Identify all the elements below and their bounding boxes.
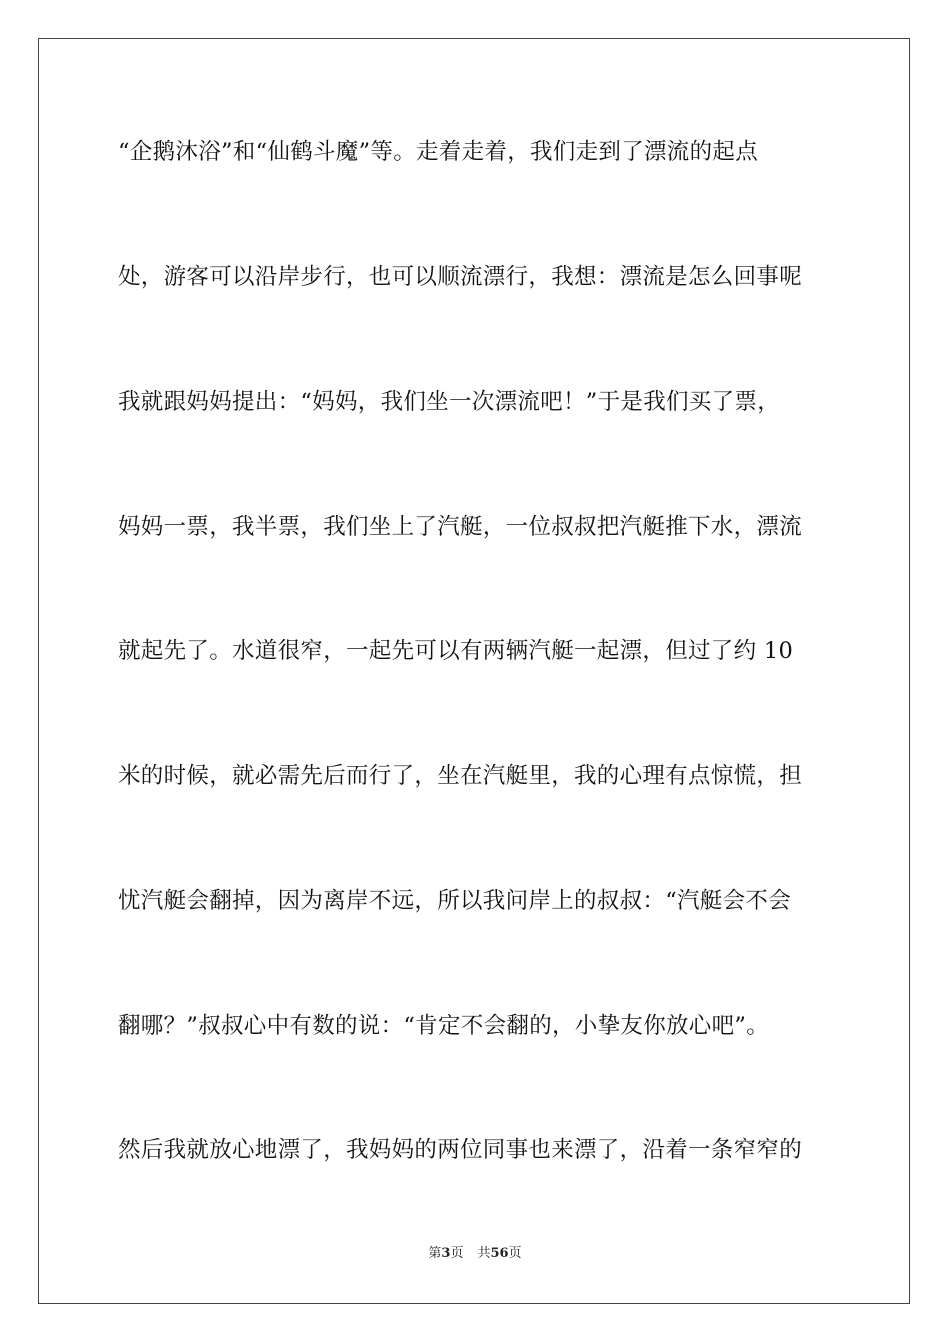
body-text-line-7: 忧汽艇会翻掉，因为离岸不远，所以我问岸上的叔叔：“汽艇会不会 xyxy=(118,888,792,914)
page-number: 3 xyxy=(441,1246,451,1261)
page-footer xyxy=(0,1245,950,1263)
body-text-line-6: 米的时候，就必需先后而行了，坐在汽艇里，我的心理有点惊慌，担 xyxy=(118,763,803,789)
page-suffix: 页 xyxy=(450,1246,464,1261)
body-text-line-5: 就起先了。水道很窄，一起先可以有两辆汽艇一起漂，但过了约 10 xyxy=(118,638,794,664)
total-prefix: 共 xyxy=(477,1246,491,1261)
page-border xyxy=(38,38,910,1304)
body-text-line-9: 然后我就放心地漂了，我妈妈的两位同事也来漂了，沿着一条窄窄的 xyxy=(118,1137,803,1163)
body-text-line-2: 处，游客可以沿岸步行，也可以顺流漂行，我想：漂流是怎么回事呢 xyxy=(118,264,803,290)
body-text-line-1: “企鹅沐浴”和“仙鹤斗魔”等。走着走着，我们走到了漂流的起点 xyxy=(118,139,759,165)
total-suffix: 页 xyxy=(508,1246,522,1261)
body-text-line-8: 翻哪？”叔叔心中有数的说：“肯定不会翻的，小挚友你放心吧”。 xyxy=(118,1013,770,1039)
total-pages: 56 xyxy=(490,1246,509,1261)
body-text-line-3: 我就跟妈妈提出：“妈妈，我们坐一次漂流吧！”于是我们买了票， xyxy=(118,389,781,415)
body-text-line-4: 妈妈一票，我半票，我们坐上了汽艇，一位叔叔把汽艇推下水，漂流 xyxy=(118,514,803,540)
page-prefix: 第 xyxy=(428,1246,442,1261)
